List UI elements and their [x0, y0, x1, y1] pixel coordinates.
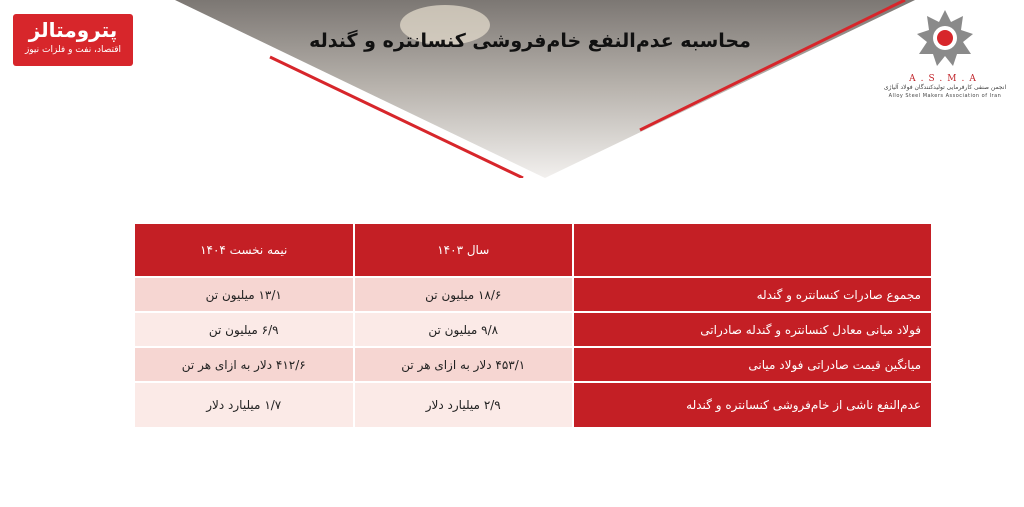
header-banner [175, 0, 915, 178]
cell-1403: ۹/۸ میلیون تن [355, 313, 573, 346]
header-1404: نیمه نخست ۱۴۰۴ [135, 224, 353, 276]
header-1403: سال ۱۴۰۳ [355, 224, 573, 276]
cell-1403: ۲/۹ میلیارد دلار [355, 383, 573, 427]
table-header-row [135, 224, 931, 276]
cell-1404: ۱/۷ میلیارد دلار [135, 383, 353, 427]
row-label: میانگین قیمت صادراتی فولاد میانی [574, 348, 931, 381]
table-row [135, 313, 931, 346]
loss-table [133, 222, 933, 429]
cell-1404: ۴۱۲/۶ دلار به ازای هر تن [135, 348, 353, 381]
logo-name-fa: انجمن صنفی کارفرمایی تولیدکنندگان فولاد آلیاژی [883, 84, 1007, 91]
banner-graphic [175, 0, 915, 178]
table-row [135, 348, 931, 381]
table-row [135, 278, 931, 311]
logo-name-en: Alloy Steel Makers Association of Iran [888, 93, 1002, 99]
logo-acronym: A.S.M.A [909, 74, 981, 84]
row-label: فولاد میانی معادل کنسانتره و گندله صادراتی [574, 313, 931, 346]
asma-logo [880, 8, 1010, 103]
logo-tagline: اقتصاد، نفت و فلزات نیوز [24, 45, 122, 55]
row-label: مجموع صادرات کنسانتره و گندله [574, 278, 931, 311]
petrometals-logo [13, 14, 133, 66]
header-empty [574, 224, 931, 276]
logo-brand-name: پترومتالز [28, 18, 118, 42]
cell-1403: ۴۵۳/۱ دلار به ازای هر تن [355, 348, 573, 381]
cell-1404: ۱۳/۱ میلیون تن [135, 278, 353, 311]
row-label: عدم‌النفع ناشی از خام‌فروشی کنسانتره و گندله [574, 383, 931, 427]
gear-icon [915, 8, 975, 68]
banner-photo [175, 0, 915, 178]
cell-1404: ۶/۹ میلیون تن [135, 313, 353, 346]
page-title: محاسبه عدم‌النفع خام‌فروشی کنسانتره و گندله [309, 30, 751, 52]
cell-1403: ۱۸/۶ میلیون تن [355, 278, 573, 311]
table-row [135, 383, 931, 427]
